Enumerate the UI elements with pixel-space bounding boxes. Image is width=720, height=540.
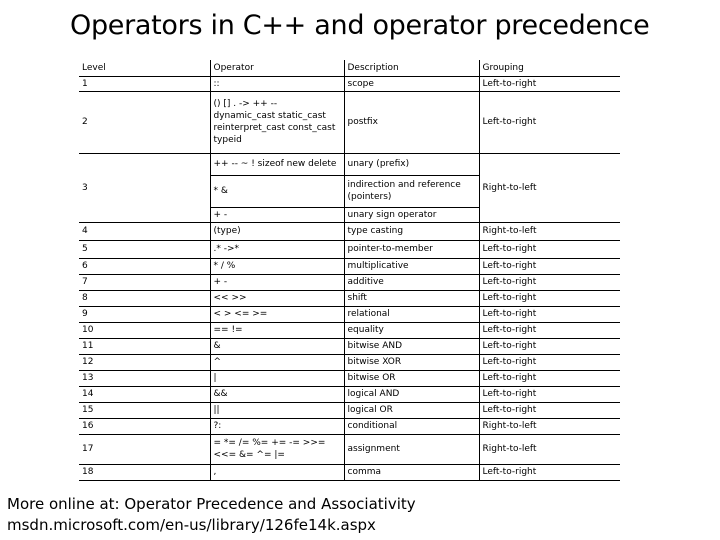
level-cell: 14: [79, 386, 210, 402]
table-row: [79, 464, 620, 480]
operator-cell: &: [210, 338, 344, 354]
grouping-cell: Right-to-left: [479, 222, 620, 240]
header-level: Level: [79, 60, 210, 76]
description-cell: conditional: [344, 418, 479, 434]
operator-cell: |: [210, 370, 344, 386]
description-cell: bitwise AND: [344, 338, 479, 354]
description-cell: equality: [344, 322, 479, 338]
table-row: [79, 258, 620, 274]
description-cell: assignment: [344, 434, 479, 464]
table-row: [79, 322, 620, 338]
description-cell: relational: [344, 306, 479, 322]
table-row: [79, 290, 620, 306]
grouping-cell: Right-to-left: [479, 418, 620, 434]
description-cell: bitwise OR: [344, 370, 479, 386]
level-cell: 16: [79, 418, 210, 434]
description-cell: comma: [344, 464, 479, 480]
operator-cell: == !=: [210, 322, 344, 338]
grouping-cell: Left-to-right: [479, 354, 620, 370]
operator-cell: &&: [210, 386, 344, 402]
operator-cell: ||: [210, 402, 344, 418]
operator-cell: = *= /= %= += -= >>= <<= &= ^= |=: [210, 434, 344, 464]
grouping-cell: Left-to-right: [479, 274, 620, 290]
level-cell: 2: [79, 91, 210, 153]
table-header-row: [79, 60, 620, 76]
operator-cell: * / %: [210, 258, 344, 274]
level-cell: 9: [79, 306, 210, 322]
grouping-cell: Left-to-right: [479, 258, 620, 274]
description-cell: unary (prefix): [344, 153, 479, 175]
grouping-cell: Left-to-right: [479, 322, 620, 338]
table-row: [79, 306, 620, 322]
operator-cell: (type): [210, 222, 344, 240]
description-cell: additive: [344, 274, 479, 290]
operator-cell: ,: [210, 464, 344, 480]
operator-cell: * &: [210, 175, 344, 207]
description-cell: scope: [344, 76, 479, 91]
description-cell: logical AND: [344, 386, 479, 402]
description-cell: postfix: [344, 91, 479, 153]
operator-cell: () [] . -> ++ -- dynamic_cast static_cast reinterpret_cast const_cast typeid: [210, 91, 344, 153]
description-cell: multiplicative: [344, 258, 479, 274]
table-row: [79, 402, 620, 418]
operator-cell: + -: [210, 207, 344, 222]
grouping-cell: Left-to-right: [479, 338, 620, 354]
grouping-cell: Right-to-left: [479, 434, 620, 464]
operator-cell: ?:: [210, 418, 344, 434]
table-row: [79, 370, 620, 386]
table-row: [79, 240, 620, 258]
table-row: [79, 76, 620, 91]
table-row: [79, 222, 620, 240]
footer-line-2: msdn.microsoft.com/en-us/library/126fe14k.aspx: [7, 516, 376, 534]
level-cell: 7: [79, 274, 210, 290]
description-cell: shift: [344, 290, 479, 306]
grouping-cell: Left-to-right: [479, 370, 620, 386]
grouping-cell: Left-to-right: [479, 240, 620, 258]
grouping-cell: Left-to-right: [479, 91, 620, 153]
table-row: [79, 386, 620, 402]
table-row: [79, 434, 620, 464]
slide-title: Operators in C++ and operator precedence: [70, 10, 650, 41]
level-cell: 18: [79, 464, 210, 480]
table-row: [79, 153, 620, 175]
level-cell: 3: [79, 153, 210, 222]
header-operator: Operator: [210, 60, 344, 76]
description-cell: unary sign operator: [344, 207, 479, 222]
grouping-cell: Right-to-left: [479, 153, 620, 222]
description-cell: bitwise XOR: [344, 354, 479, 370]
operator-cell: << >>: [210, 290, 344, 306]
grouping-cell: Left-to-right: [479, 402, 620, 418]
level-cell: 5: [79, 240, 210, 258]
footer-reference: [7, 494, 427, 536]
level-cell: 12: [79, 354, 210, 370]
level-cell: 11: [79, 338, 210, 354]
grouping-cell: Left-to-right: [479, 76, 620, 91]
grouping-cell: Left-to-right: [479, 306, 620, 322]
operator-cell: + -: [210, 274, 344, 290]
level-cell: 6: [79, 258, 210, 274]
grouping-cell: Left-to-right: [479, 290, 620, 306]
table-row: [79, 274, 620, 290]
table-row: [79, 354, 620, 370]
level-cell: 17: [79, 434, 210, 464]
description-cell: logical OR: [344, 402, 479, 418]
operator-cell: ++ -- ~ ! sizeof new delete: [210, 153, 344, 175]
level-cell: 15: [79, 402, 210, 418]
operator-cell: ::: [210, 76, 344, 91]
description-cell: type casting: [344, 222, 479, 240]
table-row: [79, 338, 620, 354]
header-grouping: Grouping: [479, 60, 620, 76]
operator-cell: .* ->*: [210, 240, 344, 258]
precedence-table: [79, 60, 620, 481]
level-cell: 13: [79, 370, 210, 386]
level-cell: 10: [79, 322, 210, 338]
level-cell: 1: [79, 76, 210, 91]
header-description: Description: [344, 60, 479, 76]
footer-line-1: More online at: Operator Precedence and Associativity: [7, 495, 416, 513]
level-cell: 4: [79, 222, 210, 240]
level-cell: 8: [79, 290, 210, 306]
description-cell: pointer-to-member: [344, 240, 479, 258]
grouping-cell: Left-to-right: [479, 386, 620, 402]
table-row: [79, 91, 620, 153]
operator-cell: < > <= >=: [210, 306, 344, 322]
grouping-cell: Left-to-right: [479, 464, 620, 480]
description-cell: indirection and reference (pointers): [344, 175, 479, 207]
operator-cell: ^: [210, 354, 344, 370]
table-row: [79, 418, 620, 434]
